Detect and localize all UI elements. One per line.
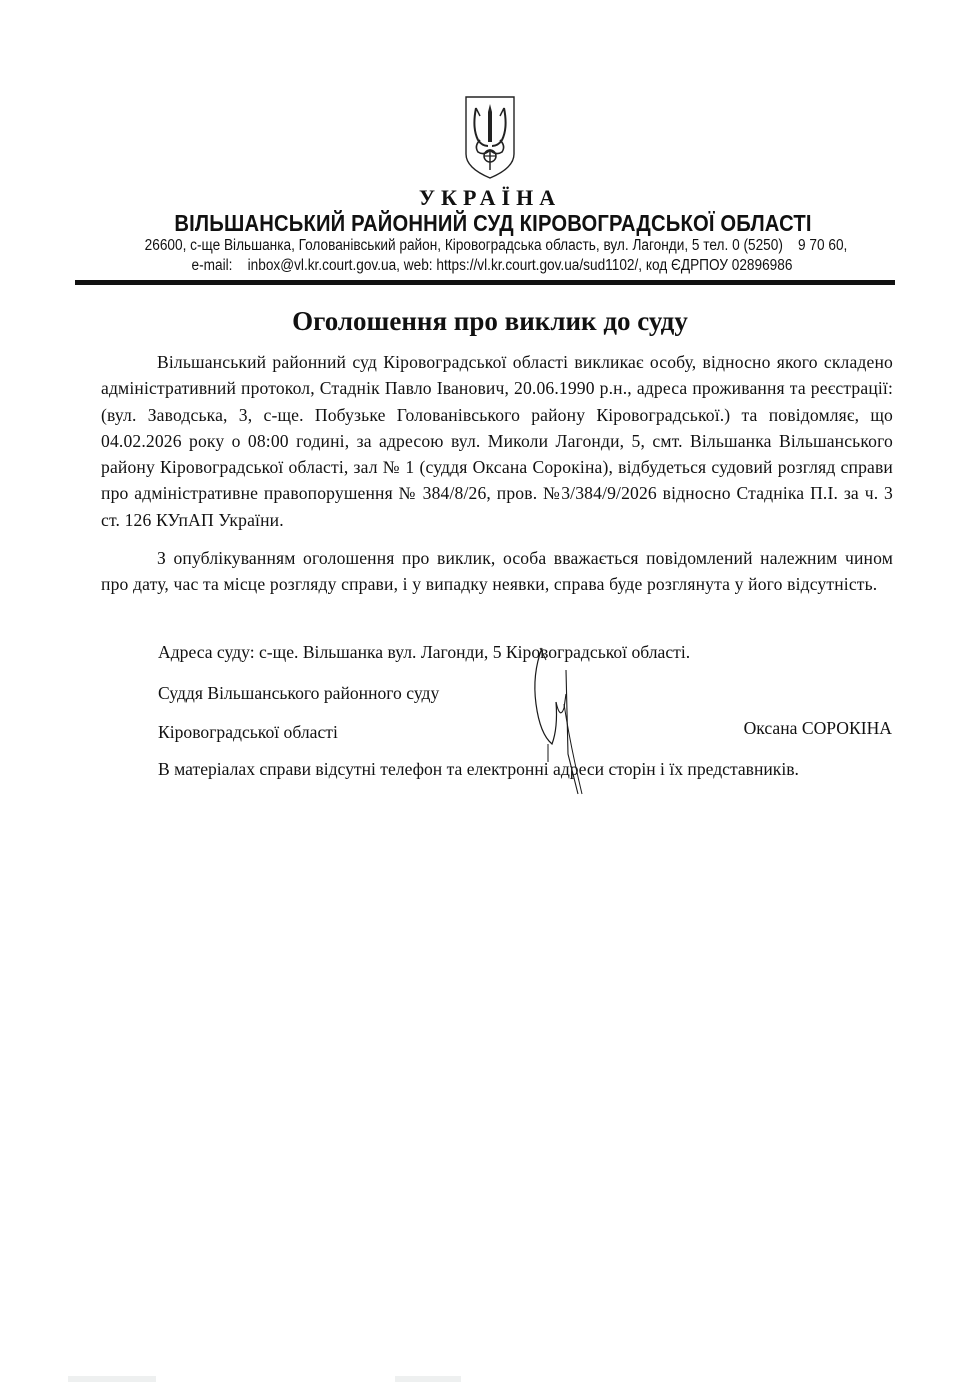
judge-title-line-1: Суддя Вільшанського районного суду: [158, 683, 440, 703]
court-address-text: Адреса суду: с-ще. Вільшанка вул. Лагонди, 5 Кіровоградської області.: [158, 642, 691, 662]
trident-coat-of-arms-icon: [462, 94, 518, 180]
court-contacts-line: e-mail: inbox@vl.kr.court.gov.ua, web: https://vl.kr.court.gov.ua/sud1102/, код ЄДРПОУ 02896986: [191, 257, 793, 274]
scan-artifact: [68, 1376, 156, 1382]
header-divider: [75, 280, 895, 285]
document-title: Оголошення про виклик до суду: [292, 306, 688, 336]
summons-paragraph: Вільшанський районний суд Кіровоградської області викликає особу, відносно якого складено адміністративний протокол, Стаднік Павло Іванович, 20.06.1990 р.н., адреса проживання та реєстрації: (вул. Заводська, 3, с-ще. Побузьке Голованівського району Кіровоградської.) та повідомляє, що 04.02.2026 року о 08:00 годині, за адресою вул. Миколи Лагонди, 5, смт. Вільшанка Вільшанського району Кіровоградської області, зал № 1 (суддя Оксана Сорокіна), відбудеться судовий розгляд справи про адміністративне правопорушення № 384/8/26, пров. №3/384/9/2026 відносно Стадніка П.І. за ч. 3 ст. 126 КУпАП України.: [101, 352, 893, 530]
judge-name: Оксана СОРОКІНА: [743, 718, 892, 738]
handwritten-signature-icon: [530, 644, 610, 800]
court-address-line: 26600, с-ще Вільшанка, Голованівський район, Кіровоградська область, вул. Лагонди, 5 тел. 0 (5250) 9 70 60,: [144, 237, 848, 254]
court-name-heading: ВІЛЬШАНСЬКИЙ РАЙОННИЙ СУД КІРОВОГРАДСЬКОЇ ОБЛАСТІ: [174, 210, 812, 236]
scan-artifact: [395, 1376, 461, 1382]
country-name: УКРАЇНА: [418, 185, 562, 210]
judge-title-line-2: Кіровоградської області: [158, 722, 338, 742]
contacts-absence-note: В матеріалах справи відсутні телефон та електронні адреси сторін і їх представників.: [158, 759, 799, 779]
notice-paragraph: З опублікуванням оголошення про виклик, особа вважається повідомлений належним чином про дату, час та місце розгляду справи, і у випадку неявки, справа буде розглянута у його відсутність.: [101, 548, 893, 595]
